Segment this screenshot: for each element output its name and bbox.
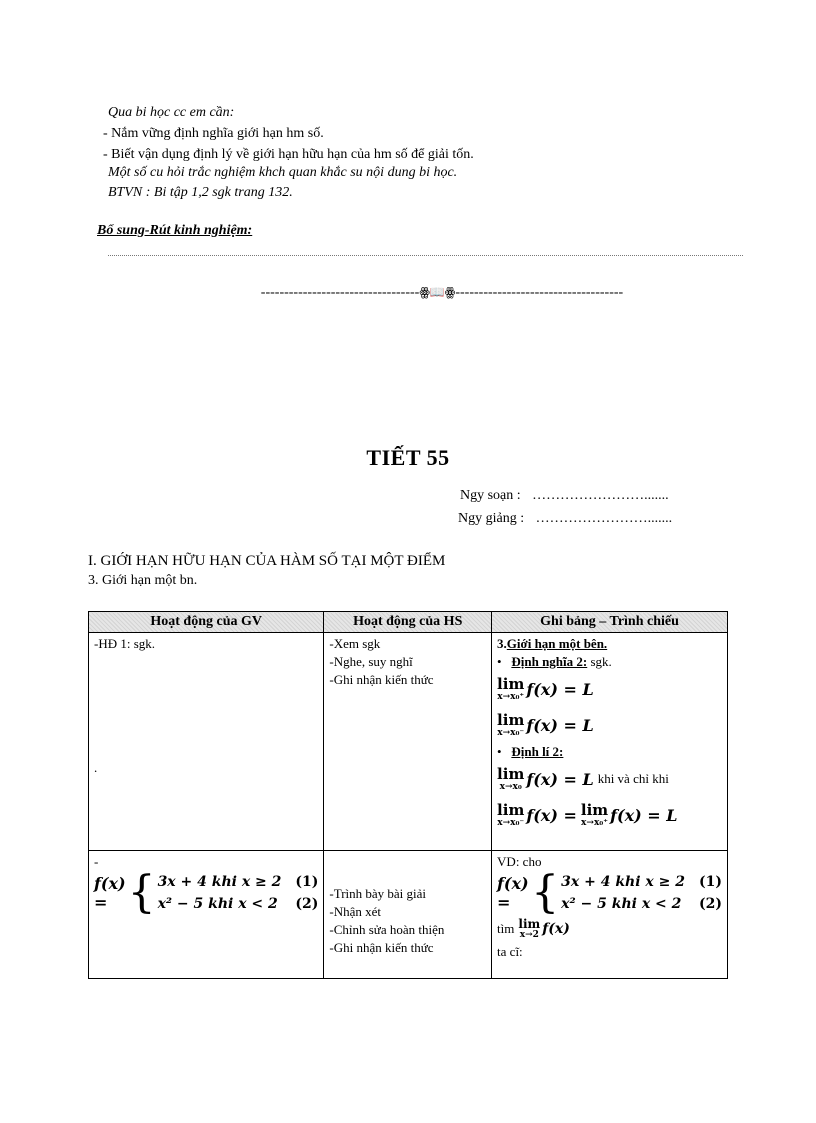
intro-line-4: Một số cu hỏi trắc nghiệm khch quan khắc su nội dung bi học.: [108, 165, 458, 180]
find-text: tìm: [497, 921, 515, 936]
piecewise-function: [94, 867, 319, 918]
table-row: [89, 851, 728, 979]
lim-operator: lim x→2: [518, 917, 541, 940]
row2-hs-cell: [324, 851, 492, 979]
row2-gv-cell: [89, 851, 324, 979]
lim-operator: lim x→x₀⁺: [497, 674, 525, 702]
formula-theorem: [497, 761, 722, 797]
intro-line-1: Qua bi học cc em cần:: [108, 105, 235, 120]
bullet-icon: •: [497, 654, 512, 669]
example-label: VD: cho: [497, 854, 542, 869]
function-lhs: f(x) =: [94, 874, 126, 912]
row1-gv-cell: [89, 633, 324, 851]
find-limit-line: [497, 915, 722, 943]
case-2: x² − 5 khi x < 2: [561, 896, 682, 912]
teach-date-value: …………………….......: [535, 511, 673, 526]
row2-gv-dash: -: [94, 854, 99, 869]
row1-board-cell: [492, 633, 728, 851]
theorem-line: [497, 743, 722, 761]
definition-label: Định nghĩa 2:: [511, 654, 588, 669]
intro-line-5: BTVN : Bi tập 1,2 sgk trang 132.: [108, 185, 293, 200]
theorem-label: Định lí 2:: [511, 744, 564, 759]
brace-icon: {: [531, 867, 560, 918]
row2-board-cell: [492, 851, 728, 979]
case-tag-2: (2): [295, 896, 319, 912]
board-title: [497, 635, 722, 653]
bullet-icon: •: [497, 744, 512, 759]
formula-body: f(x) = L: [526, 715, 594, 735]
lim-operator: lim x→x₀⁻: [497, 800, 525, 828]
find-body: f(x): [542, 921, 570, 937]
result-text: ta cĩ:: [497, 944, 523, 959]
row2-hs-item: -Ghi nhận kiến thức: [329, 940, 434, 955]
definition-line: [497, 653, 722, 671]
prep-date-row: [460, 486, 720, 506]
lesson-title: TIẾT 55: [366, 445, 450, 470]
board-title-num: 3.: [497, 636, 507, 651]
prep-date-label: Ngy soạn :: [460, 488, 521, 503]
formula-iff-text: khi và chỉ khi: [597, 771, 669, 786]
case-tags: [699, 871, 722, 915]
table-header-row: [89, 612, 728, 633]
lesson-table: [88, 611, 728, 979]
intro-line-3: - Biết vận dụng định lý về giới hạn hữu hạn của hm số để giải tốn.: [103, 147, 474, 162]
brace-icon: {: [127, 867, 156, 918]
function-cases: [158, 871, 282, 915]
lim-operator: lim x→x₀⁺: [580, 800, 609, 828]
supplement-heading: Bổ sung-Rút kinh nghiệm:: [97, 223, 253, 238]
table-row: [89, 633, 728, 851]
formula-mid: f(x) =: [526, 805, 577, 825]
row1-gv-item: -HĐ 1: sgk.: [94, 636, 156, 651]
case-tag-2: (2): [699, 896, 722, 912]
section-separator: [222, 282, 662, 303]
intro-line-2: - Nắm vững định nghĩa giới hạn hm số.: [103, 126, 324, 141]
header-board: Ghi bảng – Trình chiếu: [492, 612, 728, 633]
function-cases: [561, 871, 685, 915]
formula-left-limit: [497, 707, 722, 743]
dotted-line: [108, 254, 743, 256]
case-tag-1: (1): [699, 874, 722, 890]
row1-hs-item: -Ghi nhận kiến thức: [329, 672, 434, 687]
section-heading: I. GIỚI HẠN HỮU HẠN CỦA HÀM SỐ TẠI MỘT ĐIỂM: [88, 553, 446, 569]
case-tags: [295, 871, 318, 915]
formula-body: f(x) = L: [526, 679, 594, 699]
row2-hs-item: -Chỉnh sửa hoàn thiện: [329, 922, 445, 937]
formula-both-sides: [497, 797, 722, 833]
board-title-text: Giới hạn một bên.: [506, 636, 608, 651]
separator-right: ------------------------------------: [455, 285, 624, 300]
lim-operator: lim x→x₀: [497, 764, 525, 792]
prep-date-value: …………………….......: [532, 488, 669, 503]
subsection-heading: 3. Giới hạn một bn.: [88, 573, 198, 588]
header-gv: Hoạt động của GV: [89, 612, 324, 633]
row1-hs-item: -Xem sgk: [329, 636, 381, 651]
separator-left: ----------------------------------: [260, 285, 420, 300]
header-hs: Hoạt động của HS: [324, 612, 492, 633]
function-lhs: f(x) =: [497, 874, 529, 912]
case-1: 3x + 4 khi x ≥ 2: [561, 874, 685, 890]
definition-text: sgk.: [587, 654, 612, 669]
separator-ornament: ꙮ📖ꙮ: [419, 285, 456, 299]
formula-right-limit: [497, 671, 722, 707]
teach-date-label: Ngy giảng :: [458, 511, 525, 526]
teach-date-row: [458, 509, 718, 529]
row1-hs-cell: [324, 633, 492, 851]
formula-body: f(x) = L: [526, 769, 594, 789]
lim-operator: lim x→x₀⁻: [497, 710, 525, 738]
row2-hs-item: -Trình bày bài giải: [329, 886, 427, 901]
row2-hs-item: -Nhận xét: [329, 904, 382, 919]
case-2: x² − 5 khi x < 2: [157, 896, 278, 912]
case-1: 3x + 4 khi x ≥ 2: [157, 874, 282, 890]
formula-body: f(x) = L: [610, 805, 678, 825]
row1-hs-item: -Nghe, suy nghĩ: [329, 654, 413, 669]
case-tag-1: (1): [295, 874, 319, 890]
row1-gv-dot: .: [94, 760, 98, 775]
example-piecewise-function: [497, 867, 722, 918]
